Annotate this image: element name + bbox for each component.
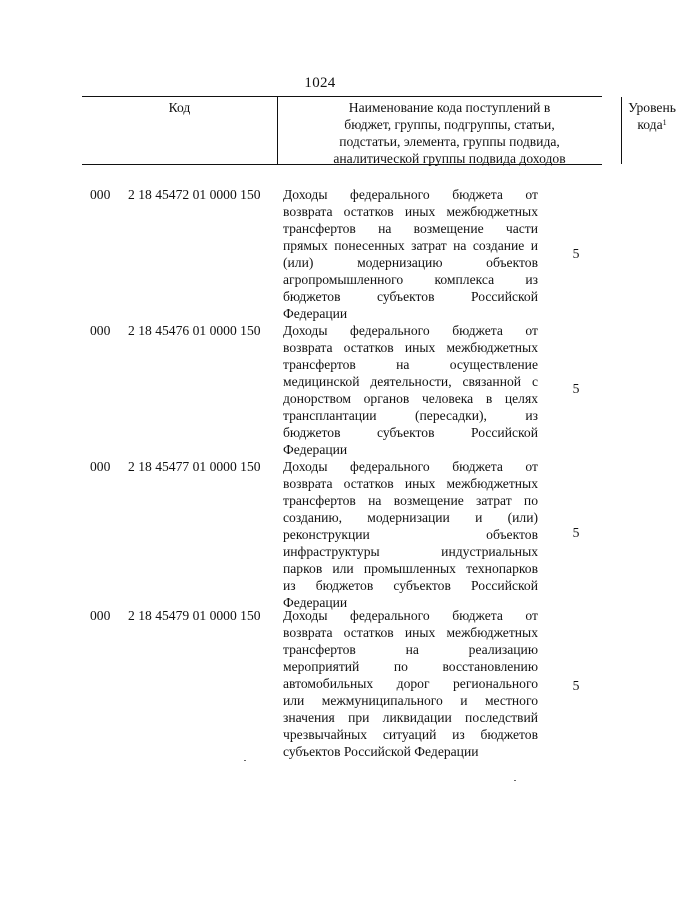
header-name-line: Наименование кода поступлений в — [348, 100, 551, 115]
row-code: 2 18 45472 01 0000 150 — [128, 187, 261, 202]
desc-line: значения при ликвидации последствий — [283, 710, 538, 725]
row-prefix: 000 — [90, 187, 111, 202]
row-description — [283, 458, 538, 611]
footnote-marker: 1 — [662, 118, 667, 127]
desc-line: созданию, модернизации и (или) — [283, 510, 538, 525]
desc-line: трансплантации (пересадки), из — [283, 408, 538, 423]
desc-line: возврата остатков иных межбюджетных — [283, 204, 538, 219]
desc-line: Федерации — [283, 595, 348, 610]
row-code: 2 18 45476 01 0000 150 — [128, 323, 261, 338]
row-description — [283, 607, 538, 760]
page-number: 1024 — [304, 75, 336, 91]
desc-line: Федерации — [283, 306, 348, 321]
desc-line: прямых понесенных затрат на создание и — [283, 238, 538, 253]
desc-line: Доходы федерального бюджета от — [283, 608, 538, 623]
row-level: 5 — [572, 678, 580, 693]
desc-line: автомобильных дорог регионального — [283, 676, 538, 691]
desc-line: возврата остатков иных межбюджетных — [283, 476, 538, 491]
desc-line: Доходы федерального бюджета от — [283, 459, 538, 474]
desc-line: возврата остатков иных межбюджетных — [283, 625, 538, 640]
header-level-line: Уровень — [628, 100, 676, 115]
row-level: 5 — [572, 525, 580, 540]
desc-line: реконструкции объектов — [283, 527, 538, 542]
header-name-line: подстатьи, элемента, группы подвида, — [339, 134, 560, 149]
row-prefix: 000 — [90, 459, 111, 474]
row-description — [283, 186, 538, 322]
desc-line: возврата остатков иных межбюджетных — [283, 340, 538, 355]
desc-line: медицинской деятельности, связанной с — [283, 374, 538, 389]
desc-line: мероприятий по восстановлению — [283, 659, 538, 674]
desc-line: из бюджетов субъектов Российской — [283, 578, 538, 593]
header-level-text: кода — [637, 117, 663, 132]
header-name — [277, 97, 622, 164]
desc-line: или межмуниципального и местного — [283, 693, 538, 708]
desc-line: бюджетов субъектов Российской — [283, 289, 538, 304]
desc-line: чрезвычайных ситуаций из бюджетов — [283, 727, 538, 742]
header-level-line — [622, 116, 682, 133]
header-name-line: аналитической группы подвида доходов — [333, 151, 566, 166]
scan-speck — [514, 780, 516, 781]
scan-speck — [244, 760, 246, 761]
desc-line: субъектов Российской Федерации — [283, 744, 479, 759]
desc-line: (или) модернизацию объектов — [283, 255, 538, 270]
desc-line: Федерации — [283, 442, 348, 457]
desc-line: трансфертов на реализацию — [283, 642, 538, 657]
row-prefix: 000 — [90, 608, 111, 623]
header-name-line: бюджет, группы, подгруппы, статьи, — [344, 117, 555, 132]
row-description — [283, 322, 538, 458]
desc-line: трансфертов на возмещение части — [283, 221, 538, 236]
table-header — [82, 96, 676, 166]
row-prefix: 000 — [90, 323, 111, 338]
row-code: 2 18 45479 01 0000 150 — [128, 608, 261, 623]
desc-line: инфраструктуры индустриальных — [283, 544, 538, 559]
desc-line: Доходы федерального бюджета от — [283, 187, 538, 202]
desc-line: трансфертов на возмещение затрат по — [283, 493, 538, 508]
desc-line: Доходы федерального бюджета от — [283, 323, 538, 338]
desc-line: парков или промышленных технопарков — [283, 561, 538, 576]
desc-line: донорством органов человека в целях — [283, 391, 538, 406]
desc-line: бюджетов субъектов Российской — [283, 425, 538, 440]
row-level: 5 — [572, 246, 580, 261]
header-code: Код — [168, 100, 191, 115]
row-code: 2 18 45477 01 0000 150 — [128, 459, 261, 474]
desc-line: трансфертов на осуществление — [283, 357, 538, 372]
header-level — [622, 97, 682, 164]
row-level: 5 — [572, 381, 580, 396]
desc-line: агропромышленного комплекса из — [283, 272, 538, 287]
